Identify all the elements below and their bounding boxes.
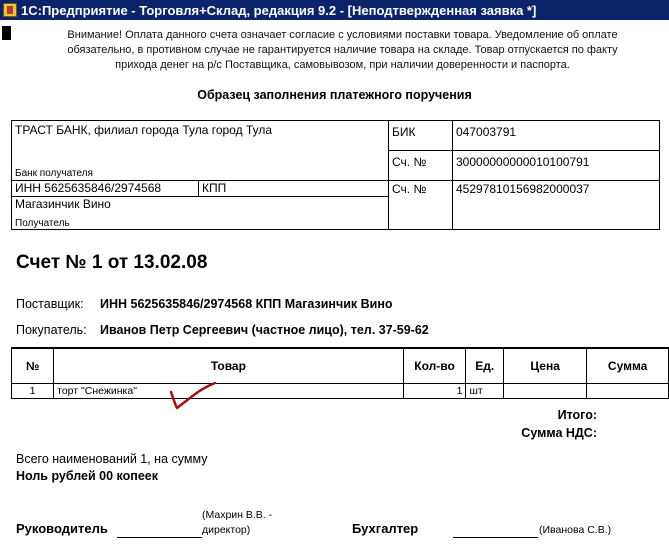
column-header-quantity: Кол-во bbox=[403, 348, 466, 384]
vat-label: Сумма НДС: bbox=[521, 426, 597, 440]
corr-account-value: 30000000000010100791 bbox=[453, 151, 660, 181]
receiver-name: Магазинчик Вино bbox=[15, 197, 111, 211]
table-row[interactable] bbox=[12, 384, 669, 399]
accountant-signature-label: Бухгалтер bbox=[352, 521, 419, 536]
items-count-line: Всего наименований 1, на сумму bbox=[16, 452, 208, 466]
bank-name: ТРАСТ БАНК, филиал города Тула город Тула bbox=[15, 123, 272, 137]
app-icon bbox=[3, 3, 17, 17]
bank-name-cell bbox=[12, 121, 389, 181]
supplier-row bbox=[16, 297, 393, 311]
handwritten-checkmark bbox=[168, 380, 218, 412]
window-title: 1С:Предприятие - Торговля+Склад, редакция 9.2 - [Неподтвержденная заявка *] bbox=[21, 2, 537, 18]
row-unit: шт bbox=[466, 384, 503, 399]
column-header-sum: Сумма bbox=[587, 348, 669, 384]
column-header-unit: Ед. bbox=[466, 348, 503, 384]
supplier-label: Поставщик: bbox=[16, 297, 84, 311]
accountant-note: (Иванова С.В.) bbox=[539, 524, 612, 536]
column-header-price: Цена bbox=[503, 348, 586, 384]
column-header-number: № bbox=[12, 348, 54, 384]
notice-line: Внимание! Оплата данного счета означает согласие с условиями поставки товара. Уведомление об оплате bbox=[67, 29, 618, 41]
cursor-marker bbox=[2, 26, 11, 40]
payment-notice bbox=[20, 28, 665, 73]
receiver-cell bbox=[12, 197, 389, 230]
bank-details-table bbox=[11, 120, 660, 230]
kpp-label: КПП bbox=[199, 181, 389, 197]
notice-line: обязательно, в противном случае не гарантируется наличие товара на складе. Товар отпускается по факту bbox=[67, 44, 618, 56]
bik-label: БИК bbox=[389, 121, 453, 151]
row-sum bbox=[587, 384, 669, 399]
buyer-value: Иванов Петр Сергеевич (частное лицо), тел. 37-59-62 bbox=[100, 323, 429, 337]
inn-cell: ИНН 5625635846/2974568 bbox=[12, 181, 199, 197]
window-titlebar[interactable] bbox=[0, 0, 669, 20]
amount-in-words: Ноль рублей 00 копеек bbox=[16, 469, 158, 483]
sample-title: Образец заполнения платежного поручения bbox=[197, 88, 472, 102]
head-signature-line bbox=[117, 537, 202, 538]
head-note-line2: директор) bbox=[202, 524, 251, 536]
row-number: 1 bbox=[12, 384, 54, 399]
receiver-label: Получатель bbox=[15, 218, 70, 229]
bik-value: 047003791 bbox=[453, 121, 660, 151]
corr-account-label: Сч. № bbox=[389, 151, 453, 181]
column-header-product: Товар bbox=[54, 348, 403, 384]
notice-line: прихода денег на р/с Поставщика, самовывозом, при наличии доверенности и паспорта. bbox=[115, 59, 570, 71]
account-value: 45297810156982000037 bbox=[453, 181, 660, 230]
head-signature-label: Руководитель bbox=[16, 521, 108, 536]
buyer-row bbox=[16, 323, 429, 337]
row-product: торт "Снежинка" bbox=[54, 384, 403, 399]
goods-table bbox=[11, 347, 669, 399]
invoice-heading: Счет № 1 от 13.02.08 bbox=[16, 252, 208, 273]
total-label: Итого: bbox=[557, 408, 597, 422]
account-label: Сч. № bbox=[389, 181, 453, 230]
row-quantity: 1 bbox=[403, 384, 466, 399]
supplier-value: ИНН 5625635846/2974568 КПП Магазинчик Вино bbox=[100, 297, 393, 311]
accountant-signature-line bbox=[453, 537, 538, 538]
receiver-bank-label: Банк получателя bbox=[15, 168, 93, 179]
buyer-label: Покупатель: bbox=[16, 323, 87, 337]
head-note-line1: (Махрин В.В. - bbox=[202, 509, 273, 521]
row-price bbox=[503, 384, 586, 399]
